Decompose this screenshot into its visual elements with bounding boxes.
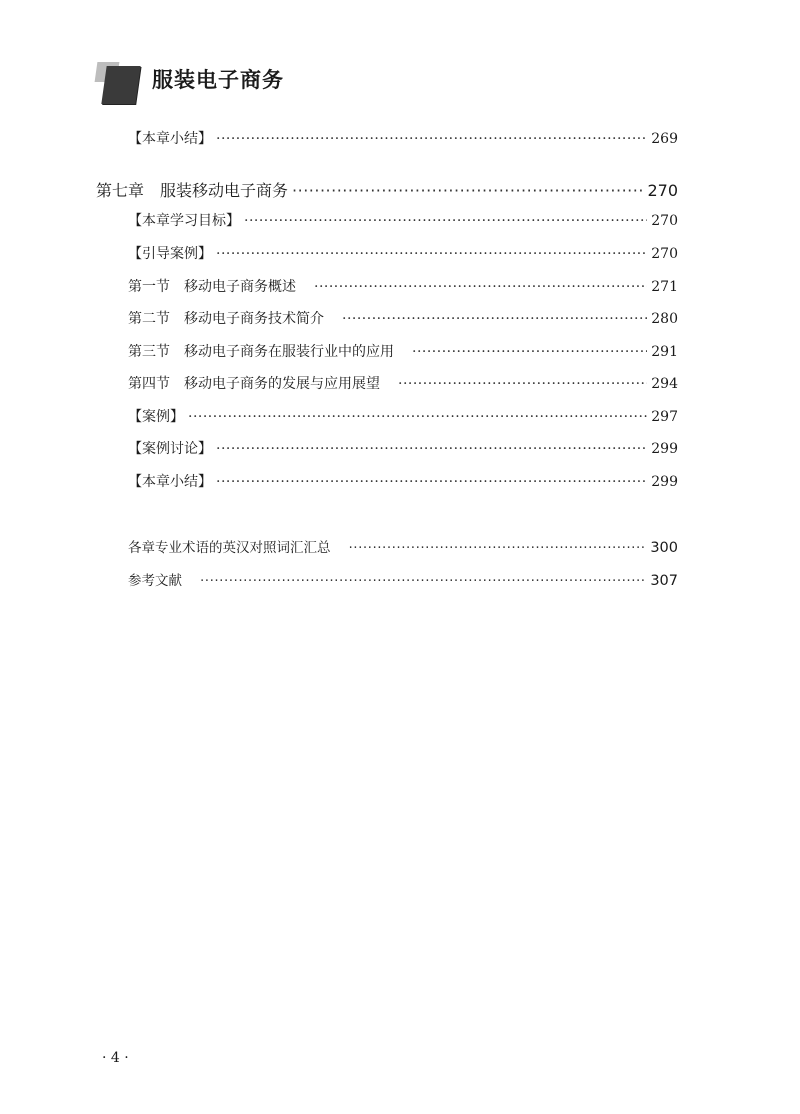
dot-leader <box>188 409 647 425</box>
toc-entry[interactable] <box>128 276 678 296</box>
chapter-label: 第七章 服装移动电子商务 <box>96 181 289 200</box>
toc-chapter-heading[interactable] <box>96 178 678 200</box>
toc-entry-page: 291 <box>651 344 678 360</box>
toc-entry-prev-summary[interactable] <box>128 128 678 148</box>
toc-entry[interactable] <box>128 438 678 458</box>
dot-leader <box>244 213 647 229</box>
header-title: 服装电子商务 <box>152 68 284 92</box>
dot-leader <box>292 181 643 200</box>
toc-entry-label: 第一节 移动电子商务概述 <box>128 279 296 295</box>
toc-entry-page: 270 <box>651 246 678 262</box>
dot-leader <box>314 279 647 295</box>
toc-entry[interactable] <box>128 471 678 491</box>
toc-entry[interactable] <box>128 341 678 361</box>
dot-leader <box>398 376 647 392</box>
toc-entry-page: 299 <box>651 441 678 457</box>
dot-leader <box>342 311 647 327</box>
footer-page-number: · 4 · <box>102 1050 129 1066</box>
toc-appendix-references[interactable] <box>128 569 678 589</box>
dot-leader <box>412 344 647 360</box>
toc-entry-page: 300 <box>650 540 678 556</box>
chapter-page: 270 <box>647 181 678 200</box>
toc-entry[interactable] <box>128 210 678 230</box>
toc-entry-label: 【本章小结】 <box>128 131 212 147</box>
dot-leader <box>216 131 647 147</box>
toc-entry[interactable] <box>128 406 678 426</box>
toc-entry-page: 299 <box>651 474 678 490</box>
toc-entry[interactable] <box>128 373 678 393</box>
toc-entry-label: 参考文献 <box>128 573 182 589</box>
toc-entry-page: 271 <box>651 279 678 295</box>
dot-leader <box>216 474 647 490</box>
dot-leader <box>216 441 647 457</box>
toc-entry[interactable] <box>128 308 678 328</box>
toc-entry-label: 第二节 移动电子商务技术简介 <box>128 311 324 327</box>
toc-entry-label: 各章专业术语的英汉对照词汇汇总 <box>128 540 331 556</box>
toc-appendix-glossary[interactable] <box>128 536 678 556</box>
toc-entry-label: 【本章小结】 <box>128 474 212 490</box>
toc-entry[interactable] <box>128 243 678 263</box>
toc-entry-label: 【本章学习目标】 <box>128 213 240 229</box>
toc-entry-page: 307 <box>650 573 678 589</box>
toc-entry-label: 【案例】 <box>128 409 184 425</box>
toc-entry-label: 第四节 移动电子商务的发展与应用展望 <box>128 376 380 392</box>
toc-entry-page: 294 <box>651 376 678 392</box>
toc-entry-page: 269 <box>651 131 678 147</box>
dot-leader <box>200 573 646 589</box>
logo-front-square <box>101 66 140 104</box>
toc-entry-label: 【案例讨论】 <box>128 441 212 457</box>
toc-entry-page: 270 <box>651 213 678 229</box>
toc-entry-page: 297 <box>651 409 678 425</box>
toc-entry-page: 280 <box>651 311 678 327</box>
toc-entry-label: 第三节 移动电子商务在服装行业中的应用 <box>128 344 394 360</box>
toc-entry-label: 【引导案例】 <box>128 246 212 262</box>
dot-leader <box>349 540 647 556</box>
book-logo-icon <box>96 58 142 108</box>
dot-leader <box>216 246 647 262</box>
